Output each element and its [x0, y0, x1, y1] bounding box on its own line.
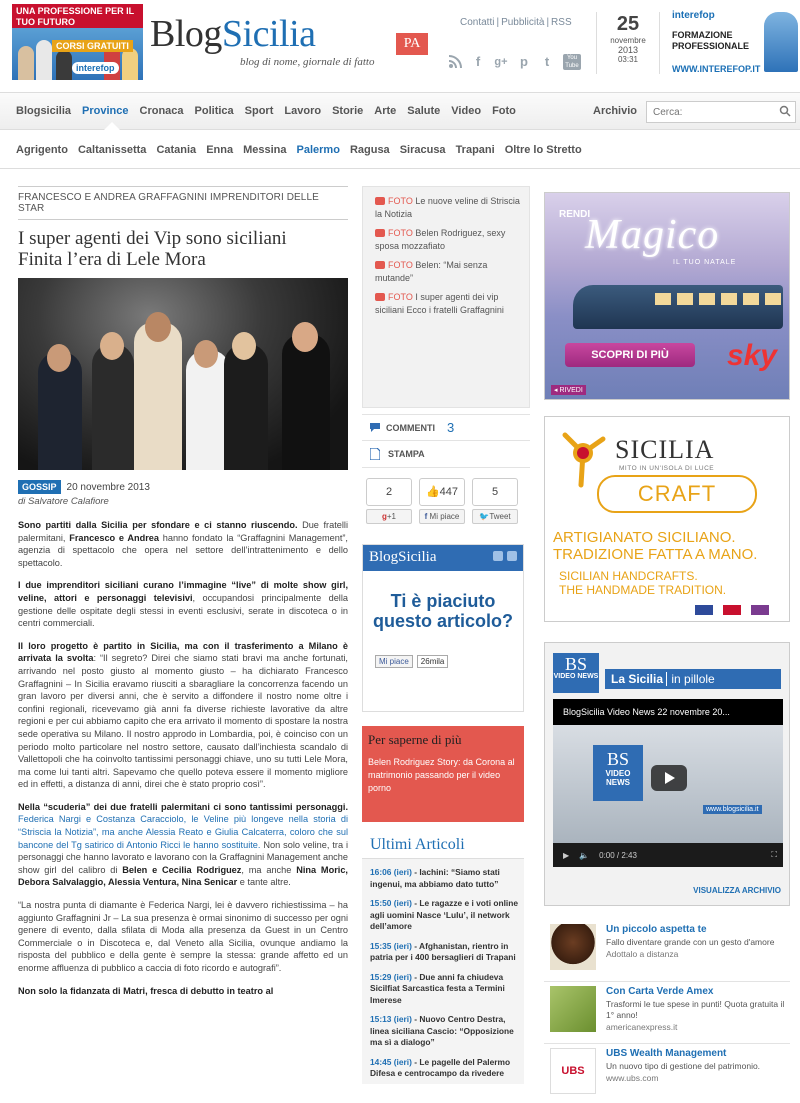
- more-info-link[interactable]: Belen Rodriguez Story: da Corona al matrimonio passando per il video porno: [368, 757, 515, 793]
- prov-oltre-lo-stretto[interactable]: Oltre lo Stretto: [504, 144, 582, 156]
- date-month: novembre: [610, 36, 646, 45]
- video-site: www.blogsicilia.it: [703, 805, 762, 814]
- video-news-box: [544, 642, 790, 906]
- more-info-heading: Per saperne di più: [368, 732, 462, 747]
- video-news-logo: BS VIDEO NEWS: [553, 653, 599, 693]
- video-player[interactable]: [553, 699, 783, 867]
- tweet-button[interactable]: 🐦Tweet: [472, 509, 518, 524]
- fullscreen-icon[interactable]: ⛶: [771, 850, 777, 859]
- right-column: [544, 192, 790, 1103]
- site-tagline: blog di nome, giornale di fatto: [240, 56, 375, 68]
- ad-headline: UNA PROFESSIONE PER IL TUO FUTURO: [12, 4, 143, 28]
- ad-right-brand: interefop: [672, 10, 715, 21]
- sponsored-links: [544, 920, 790, 1103]
- middle-column: [362, 186, 530, 1084]
- google-share: [366, 478, 412, 524]
- latest-item[interactable]: 15:50 (ieri) - Le ragazze e i voti online agli uomini Nasce ‘Lulu’, il network dell’amore: [370, 898, 519, 931]
- video-news-bar: La Sicilia in pillole: [605, 669, 781, 689]
- widget-header: BlogSicilia: [363, 545, 523, 571]
- facebook-widget: [362, 544, 524, 712]
- promo-link: Adottalo a distanza: [606, 949, 679, 959]
- nav-active-pointer: [103, 122, 121, 131]
- province-nav: [0, 131, 800, 169]
- latest-articles: [362, 836, 524, 1084]
- article-title: I super agenti dei Vip sono siciliani Finita l’era di Lele Mora: [18, 228, 287, 270]
- sky-ad-magico: Magico: [585, 212, 720, 258]
- latest-item[interactable]: 15:35 (ieri) - Afghanistan, rientro in patria per i 400 bersaglieri di Trapani: [370, 940, 516, 962]
- google-plus-button[interactable]: g+1: [366, 509, 412, 524]
- paragraph: “La nostra punta di diamante è Federica Nargi, lei è davvero richiestissima – ha aggiunto Graffagnini Jr – La sua presenza è ormai sinonimo di successo per ogni genere di evento, dalla sfilata di Moda alla presenza da Guest in un Centro Commerciale o in Discoteca e, dal Veneto alla Sicilia, ovunque andiamo la risposta del pubblico e della gente è sempre la stessa: grande affetto ed un enorme affluenza di pubblico a caccia di foto ricordo e autografi”.: [18, 900, 348, 973]
- comments-count: 3: [447, 420, 455, 435]
- top-links: Contatti | Pubblicità | RSS: [460, 17, 572, 28]
- twitter-icon[interactable]: t: [544, 54, 550, 69]
- video-title: BlogSicilia Video News 22 novembre 20...: [563, 707, 730, 717]
- paragraph: Nella “scuderia” dei due fratelli palermitani ci sono tantissimi personaggi. Federica Nargi e Costanza Caracciolo, le Veline più longeve nella storia di “Striscia la Notizia”, ma anche Alessia Reato e Giulia Calcaterra, coloro che sul bancone del Tg satirico di Antonio Ricci le hanno sostituite. Non solo veline, tra i personaggi che hanno lavorato e lavorano con la Graffagnini Management anche show girl del calibro di Belen e Cecilia Rodriguez, ma anche Nina Moric, Debora Salvalaggio, Alessia Ventura, Nina Senicar e tante altre.: [18, 801, 349, 888]
- comments-link[interactable]: [362, 414, 530, 440]
- category-tag[interactable]: GOSSIP: [18, 480, 61, 494]
- nav-archivio[interactable]: Archivio: [593, 105, 638, 117]
- latest-item[interactable]: 15:29 (ieri) - Due anni fa chiudeva Sicilfiat Sarcastica festa a Termini Imerese: [370, 971, 505, 1005]
- camera-icon: [375, 293, 385, 301]
- sky-ad-rivedi[interactable]: ◂ RIVEDI: [551, 385, 586, 395]
- related-item[interactable]: FOTO Le nuove veline di Striscia la Notizia: [375, 196, 520, 219]
- like-count: 26mila: [417, 655, 449, 668]
- ad-right-url: WWW.INTEREFOP.IT: [672, 64, 761, 74]
- prov-catania[interactable]: Catania: [156, 144, 197, 156]
- nav-politica[interactable]: Politica: [194, 105, 234, 117]
- search-box: [646, 101, 796, 123]
- craft-ad-brand: SICILIA: [615, 435, 715, 464]
- header-ad-left[interactable]: [12, 4, 143, 80]
- date-time: 03:31: [617, 55, 639, 64]
- promo-title: Un piccolo aspetta te: [606, 924, 707, 935]
- ad-right-figure: [764, 12, 798, 72]
- ad-cta: CORSI GRATUITI: [52, 40, 133, 52]
- site-header: [0, 0, 800, 88]
- print-label: STAMPA: [388, 449, 425, 459]
- prov-enna[interactable]: Enna: [206, 144, 234, 156]
- sky-ad-button[interactable]: SCOPRI DI PIÙ: [565, 343, 695, 367]
- twitter-share: [472, 478, 518, 524]
- nav-video[interactable]: Video: [451, 105, 482, 117]
- facebook-icon: [507, 551, 517, 561]
- more-info-box: [362, 726, 524, 822]
- article-body: [18, 519, 348, 997]
- camera-icon: [375, 261, 385, 269]
- latest-item[interactable]: 14:45 (ieri) - Le pagelle del Palermo Difesa e centrocampo da rivedere: [370, 1056, 511, 1078]
- latest-item[interactable]: 15:13 (ieri) - Nuovo Centro Destra, linea siciliana Cascio: “Opposizione ma sì a dialogo”: [370, 1014, 514, 1047]
- craft-ad-english: SICILIAN HANDCRAFTS. THE HANDMADE TRADITION.: [559, 569, 727, 597]
- date-day: 25: [616, 13, 640, 35]
- promo-desc: Fallo diventare grande con un gesto d'amore: [606, 937, 775, 947]
- promo-item[interactable]: [544, 1044, 790, 1103]
- ad-brand: interefop: [72, 62, 119, 74]
- paragraph: Non solo la fidanzata di Matri, fresca di debutto in teatro al: [18, 985, 274, 996]
- rss-icon[interactable]: [448, 55, 462, 69]
- widget-like: [375, 655, 523, 668]
- search-icon[interactable]: [779, 105, 791, 117]
- search-input[interactable]: [647, 102, 767, 122]
- promo-link: americanexpress.it: [606, 1022, 678, 1032]
- nav-province[interactable]: Province: [82, 105, 129, 117]
- print-icon: [370, 448, 380, 460]
- ubs-logo: UBS: [550, 1048, 596, 1094]
- share-count: 👍447: [419, 478, 465, 506]
- sponsor-logos: [695, 605, 769, 615]
- article-date: 20 novembre 2013: [66, 481, 150, 493]
- sky-ad-natale: IL TUO NATALE: [673, 259, 737, 266]
- sky-logo: sky: [726, 339, 777, 372]
- article-kicker: FRANCESCO E ANDREA GRAFFAGNINI IMPRENDITORI DELLE STAR: [18, 186, 348, 220]
- video-logo: BS VIDEO NEWS: [593, 745, 643, 801]
- facebook-share: [419, 478, 465, 524]
- craft-ad-craft: CRAFT: [597, 475, 757, 513]
- nav-salute[interactable]: Salute: [407, 105, 441, 117]
- google-plus-icon[interactable]: g+: [494, 56, 508, 68]
- promo-link: www.ubs.com: [606, 1073, 659, 1083]
- video-archive-link[interactable]: VISUALIZZA ARCHIVIO: [693, 886, 781, 895]
- prov-siracusa[interactable]: Siracusa: [399, 144, 446, 156]
- link-pubblicita[interactable]: Pubblicità: [501, 17, 545, 28]
- nav-cronaca[interactable]: Cronaca: [139, 105, 184, 117]
- craft-ad-italian: ARTIGIANATO SICILIANO. TRADIZIONE FATTA A MANO.: [553, 529, 758, 563]
- promo-thumbnail: [550, 924, 596, 970]
- facebook-icon[interactable]: f: [475, 54, 481, 69]
- header-ad-right[interactable]: [666, 4, 800, 80]
- video-controls: [553, 843, 783, 867]
- site-logo[interactable]: BlogSicilia: [150, 13, 316, 55]
- sicilia-craft-ad[interactable]: [544, 416, 790, 622]
- link-rss[interactable]: RSS: [551, 17, 572, 28]
- sky-ad[interactable]: [544, 192, 790, 400]
- article-meta: [18, 480, 348, 494]
- sky-ad-rendi: RENDI: [559, 209, 591, 220]
- article: [18, 186, 348, 1007]
- related-photos: [362, 186, 530, 408]
- facebook-like-button[interactable]: f Mi piace: [419, 509, 465, 524]
- promo-title: UBS Wealth Management: [606, 1048, 727, 1059]
- related-item[interactable]: FOTO I super agenti dei vip siciliani Ecco i fratelli Graffagnini: [375, 292, 504, 315]
- youtube-icon[interactable]: You Tube: [563, 54, 581, 70]
- nav-storie[interactable]: Storie: [332, 105, 364, 117]
- related-item[interactable]: FOTO Belen Rodriguez, sexy sposa mozzafiato: [375, 228, 506, 251]
- share-buttons: [362, 478, 530, 524]
- latest-item[interactable]: 16:06 (ieri) - Iachini: “Siamo stati ingenui, ma abbiamo dato tutto”: [370, 867, 500, 889]
- comment-icon: [370, 423, 380, 432]
- latest-heading: Ultimi Articoli: [362, 836, 524, 859]
- paragraph: Il loro progetto è partito in Sicilia, ma con il trasferimento a Milano è arrivata la svolta: “Il segreto? Direi che siamo stati bravi ma anche fortunati, arrivando nel posto giusto al momento giusto – ha dichiarato Francesco Graffagnini – In Sicilia eravamo riusciti a sbaragliare la concorrenza facendo un gran lavoro per diversi anni, che è servito a diffondere il nostro nome oltre i confini regionali, ricevevamo già anni fa diverse richieste lavorative da altre regioni e per cui abbiamo capito che era arrivato il momento di spostare la nostra sede operativa su Milano. Il nostro approdo in Lombardia, poi, è coinciso con un periodo molto particolare nel nostro settore, causato dall’inchiesta scandalo di Vallettopoli che ha coinvolto tantissimi personaggi chiave, uno su tutti Lele Mora, ma come lui tanti altri. Sapevamo che quello poteva essere il momento migliore ed in effetti, a distanza di anni, direi che è stato proprio così”.: [18, 640, 348, 790]
- share-count: 2: [366, 478, 412, 506]
- prov-trapani[interactable]: Trapani: [455, 144, 495, 156]
- article-photo[interactable]: [18, 278, 348, 470]
- date-year: 2013: [617, 45, 639, 55]
- ad-right-text: FORMAZIONE PROFESSIONALE: [672, 30, 750, 51]
- print-link[interactable]: [362, 440, 530, 468]
- pinterest-icon[interactable]: p: [520, 54, 528, 69]
- paragraph: Sono partiti dalla Sicilia per sfondare e ci stanno riuscendo. Due fratelli palermitani, Francesco e Andrea hanno fondato la “Graffagnini Management”, agenzia di spettacolo che opera nel settore dell’intrattenimento e dello spettacolo.: [18, 520, 348, 568]
- promo-item[interactable]: [544, 982, 790, 1044]
- like-button[interactable]: Mi piace: [375, 655, 413, 668]
- related-item[interactable]: FOTO Belen: “Mai senza mutande”: [375, 260, 488, 283]
- volume-icon[interactable]: 🔈: [579, 850, 590, 860]
- promo-title: Con Carta Verde Amex: [606, 986, 714, 997]
- camera-icon: [375, 197, 385, 205]
- date-box: [596, 12, 660, 74]
- prov-messina[interactable]: Messina: [243, 144, 287, 156]
- camera-icon: [375, 229, 385, 237]
- promo-desc: Un nuovo tipo di gestione del patrimonio.: [606, 1061, 761, 1071]
- nav-sport[interactable]: Sport: [244, 105, 274, 117]
- people-icon: [493, 551, 503, 561]
- link-contatti[interactable]: Contatti: [460, 17, 495, 28]
- craft-ad-sub: MITO IN UN'ISOLA DI LUCE: [619, 465, 715, 472]
- social-icons: [448, 54, 581, 70]
- promo-desc: Trasformi le tue spese in punti! Quota gratuita il 1° anno!: [606, 999, 785, 1020]
- article-author: di Salvatore Calafiore: [18, 496, 109, 507]
- widget-question: Ti è piaciuto questo articolo?: [372, 591, 513, 631]
- promo-thumbnail: [550, 986, 596, 1032]
- video-time: 0:00 / 2:43: [599, 850, 637, 860]
- sky-ad-train: [573, 285, 783, 329]
- play-icon[interactable]: [651, 765, 687, 791]
- share-count: 5: [472, 478, 518, 506]
- nav-arte[interactable]: Arte: [374, 105, 397, 117]
- promo-item[interactable]: [544, 920, 790, 982]
- nav-foto[interactable]: Foto: [492, 105, 516, 117]
- play-button-icon[interactable]: ▶: [563, 850, 570, 860]
- nav-blogsicilia[interactable]: Blogsicilia: [16, 105, 72, 117]
- prov-caltanissetta[interactable]: Caltanissetta: [77, 144, 147, 156]
- prov-ragusa[interactable]: Ragusa: [349, 144, 390, 156]
- prov-palermo[interactable]: Palermo: [296, 144, 340, 156]
- region-badge[interactable]: PA: [396, 33, 428, 55]
- trinacria-icon: [559, 425, 607, 489]
- prov-agrigento[interactable]: Agrigento: [16, 144, 68, 156]
- paragraph: I due imprenditori siciliani curano l’immagine “live” di molte show girl, veline, attori e personaggi televisivi, occupandosi principalmente della gestione delle ospitate degli stessi in eventi esclusivi, serate in discoteca o in centri commerciali.: [18, 580, 348, 629]
- nav-lavoro[interactable]: Lavoro: [284, 105, 322, 117]
- comments-label: COMMENTI: [386, 422, 435, 433]
